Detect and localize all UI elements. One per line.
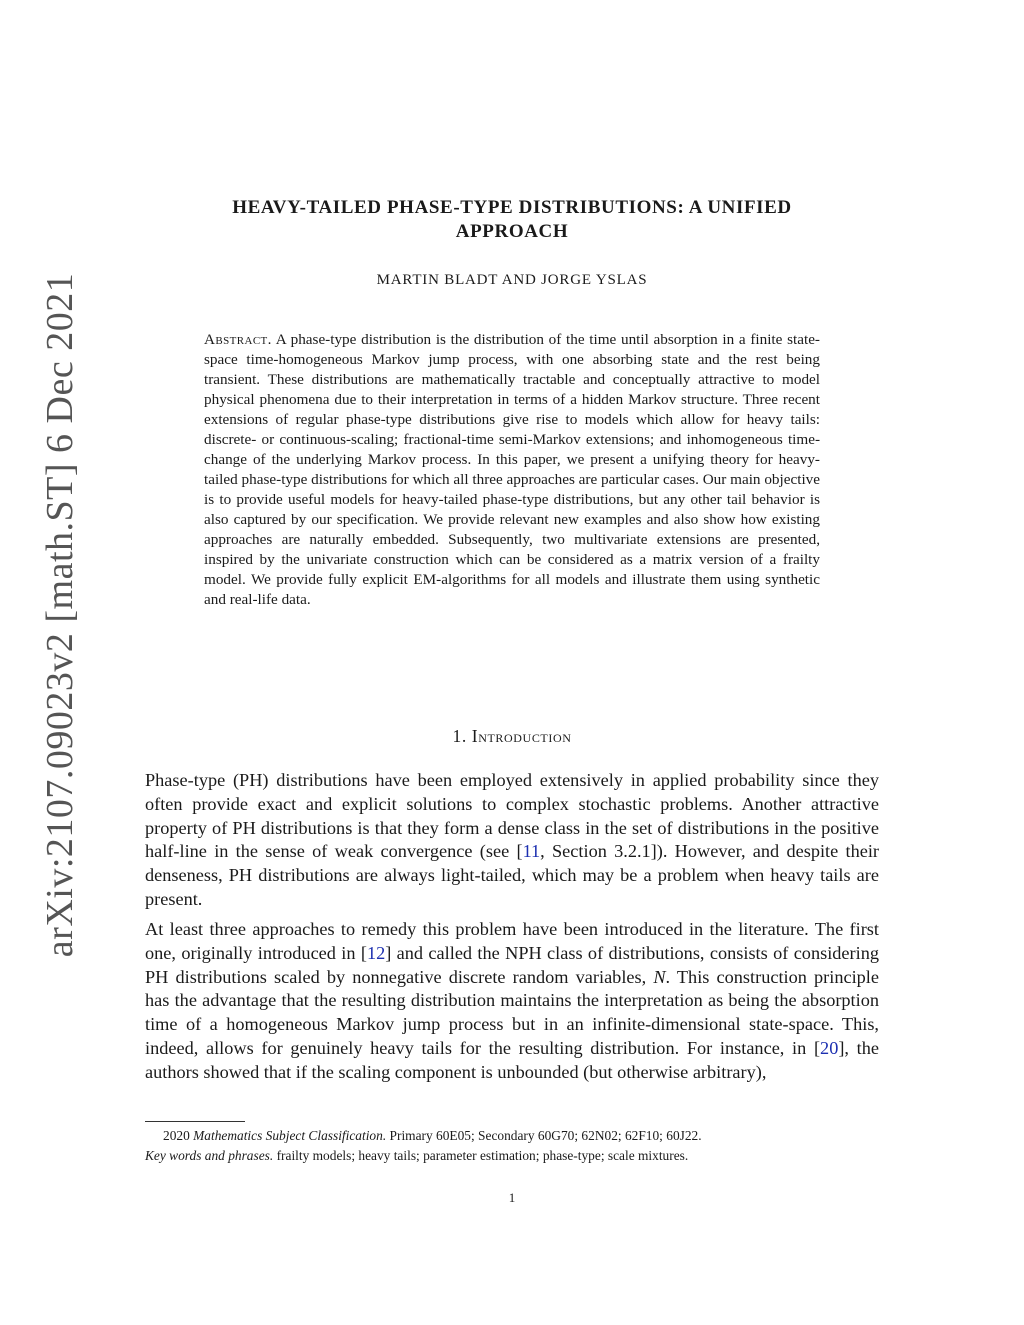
paragraph-text: . This construction principle has the advantage that the resulting distribution maintains the interpretation as being the absorption time of a homogeneous Markov jump process but in an infinite-dimensional state-space. This, indeed, allows for genuinely heavy tails for the resulting distribution. For instance, in [: [145, 966, 879, 1058]
abstract-label: Abstract.: [204, 331, 272, 348]
paragraph-text: , Section 3.2.1]). However, and despite their denseness, PH distributions are always light-tailed, which may be a problem when heavy tails are present.: [145, 841, 880, 909]
arxiv-identifier: arXiv:2107.09023v2 [math.ST] 6 Dec 2021: [39, 272, 81, 958]
section-number: 1.: [452, 726, 467, 746]
citation-link[interactable]: 11: [522, 841, 541, 862]
paper-title: [150, 196, 874, 244]
footnotes: [145, 1126, 879, 1165]
section-title: Introduction: [471, 726, 572, 746]
paragraph-text: ] and called the NPH class of distributions, consists of considering PH distributions scaled by nonnegative discrete random variables,: [145, 942, 879, 987]
math-variable: N: [653, 966, 666, 987]
paragraph-text: Phase-type (PH) distributions have been employed extensively in applied probability since they often provide exact and explicit solutions to complex stochastic problems. Another attractive property of PH distributions is that they form a dense class in the set of distributions in the positive half-line in the sense of weak convergence (see [: [145, 770, 879, 862]
citation-link[interactable]: 20: [820, 1037, 839, 1058]
page-number: 1: [508, 1190, 516, 1205]
keywords-text: frailty models; heavy tails; parameter estimation; phase-type; scale mixtures.: [276, 1147, 689, 1163]
keywords-label: Key words and phrases.: [145, 1147, 274, 1163]
intro-paragraph-1: [145, 769, 879, 912]
msc-year: 2020: [163, 1128, 190, 1143]
paragraph-text: ], the authors showed that if the scaling component is unbounded (but otherwise arbitrary),: [145, 1037, 879, 1082]
paper-title-line-2: APPROACH: [455, 221, 569, 242]
msc-label: Mathematics Subject Classification.: [193, 1128, 387, 1143]
paper-authors: MARTIN BLADT AND JORGE YSLAS: [376, 272, 648, 288]
footnote-msc: [145, 1126, 879, 1146]
msc-text: Primary 60E05; Secondary 60G70; 62N02; 62F10; 60J22.: [389, 1128, 702, 1143]
citation-link[interactable]: 12: [366, 942, 386, 963]
paragraph-text: At least three approaches to remedy this problem have been introduced in the literature. The first one, originally introduced in [: [145, 919, 879, 963]
section-heading: [150, 726, 874, 747]
abstract-text: A phase-type distribution is the distribution of the time until absorption in a finite state-space time-homogeneous Markov jump process, with one absorbing state and the rest being transient. These distributions are mathematically tractable and conceptually attractive to model physical phenomena due to their interpretation in terms of a hidden Markov structure. Three recent extensions of regular phase-type distributions give rise to models which allow for heavy tails: discrete- or continuous-scaling; fractional-time semi-Markov extensions; and inhomogeneous time-change of the underlying Markov process. In this paper, we present a unifying theory for heavy-tailed phase-type distributions for which all three approaches are particular cases. Our main objective is to provide useful models for heavy-tailed phase-type distributions, but any other tail behavior is also captured by our specification. We provide relevant new examples and also show how existing approaches are naturally embedded. Subsequently, two multivariate extensions are presented, inspired by the univariate construction which can be considered as a matrix version of a frailty model. We provide fully explicit EM-algorithms for all models and illustrate them using synthetic and real-life data.: [204, 331, 820, 608]
footnote-keywords: [145, 1146, 879, 1166]
footnote-divider: [145, 1121, 245, 1122]
abstract: [204, 330, 820, 610]
intro-paragraph-2: [145, 918, 879, 1085]
paper-title-line-1: HEAVY-TAILED PHASE-TYPE DISTRIBUTIONS: A UNIFIED: [232, 197, 792, 218]
